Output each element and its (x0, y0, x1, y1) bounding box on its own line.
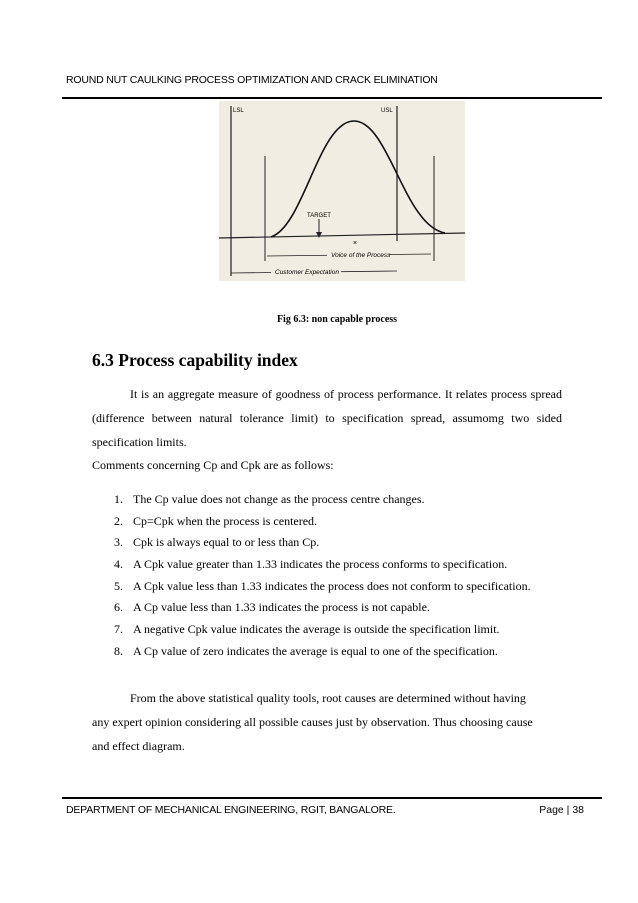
list-item: 4. A Cpk value greater than 1.33 indicates the process conforms to specification. (114, 557, 508, 572)
usl-label: USL (381, 108, 393, 114)
axis-line (219, 233, 465, 238)
center-mark: × (353, 240, 358, 247)
footer-rule (62, 797, 602, 799)
process-curve-figure (219, 101, 465, 281)
list-item: 3. Cpk is always equal to or less than Cp. (114, 535, 320, 550)
voice-label: Voice of the Process (331, 252, 391, 259)
conclusion-line: From the above statistical quality tools, root causes are determined without having (130, 691, 526, 705)
capability-diagram (219, 101, 465, 281)
comments-intro: Comments concerning Cp and Cpk are as follows: (92, 458, 334, 472)
conclusion-line: and effect diagram. (92, 739, 185, 753)
figure-caption: Fig 6.3: non capable process (276, 314, 398, 325)
footer-department: DEPARTMENT OF MECHANICAL ENGINEERING, RGIT, BANGALORE. (66, 804, 396, 816)
page-number: Page | 38 (539, 804, 584, 816)
list-item: 2. Cp=Cpk when the process is centered. (114, 513, 318, 528)
list-item: 1. The Cp value does not change as the process centre changes. (114, 492, 425, 506)
running-header: ROUND NUT CAULKING PROCESS OPTIMIZATION AND CRACK ELIMINATION (66, 74, 438, 86)
conclusion-paragraph (92, 686, 562, 758)
intro-paragraph: It is an aggregate measure of goodness of process performance. It relates process spread (difference between natural tolerance limit) to specification spread, assumomg two sided specification limits. (92, 387, 562, 449)
customer-label: Customer Expectation (275, 269, 339, 276)
list-item: 6. A Cp value less than 1.33 indicates the process is not capable. (114, 600, 430, 615)
list-item: 8. A Cp value of zero indicates the average is equal to one of the specification. (114, 643, 498, 658)
comments-list (114, 489, 531, 663)
target-arrowhead (316, 232, 322, 238)
conclusion-line: any expert opinion considering all possible causes just by observation. Thus choosing cause (92, 715, 533, 729)
list-item: 7. A negative Cpk value indicates the average is outside the specification limit. (114, 622, 500, 637)
list-item: 5. A Cpk value less than 1.33 indicates the process does not conform to specification. (114, 578, 531, 593)
lsl-label: LSL (233, 108, 244, 114)
target-label: TARGET (307, 213, 331, 219)
section-heading: 6.3 Process capability index (92, 350, 298, 370)
bell-curve (271, 121, 445, 237)
header-rule (62, 97, 602, 99)
